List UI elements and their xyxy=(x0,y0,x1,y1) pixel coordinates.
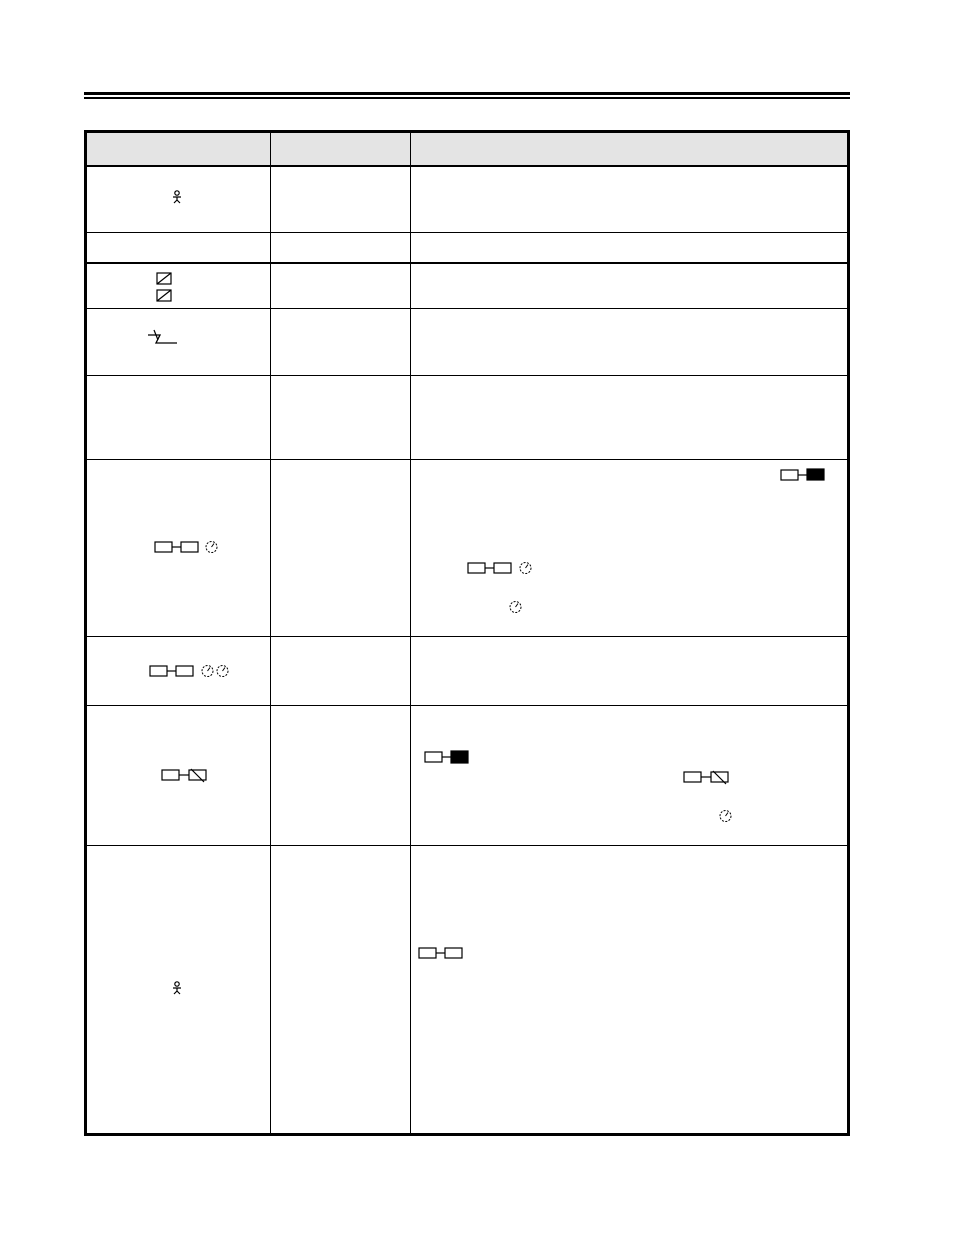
link-pair-icon xyxy=(418,946,464,960)
row-divider xyxy=(87,636,847,637)
no-entry-icon xyxy=(156,272,172,285)
link-pair-icon xyxy=(467,561,513,575)
clock-icon xyxy=(204,540,219,554)
clock-icon xyxy=(518,561,533,575)
row-divider xyxy=(87,845,847,846)
clock-icon xyxy=(215,664,230,678)
link-active-icon xyxy=(424,750,470,765)
row-divider xyxy=(87,262,847,264)
link-active-icon xyxy=(780,468,826,482)
link-blocked-icon xyxy=(161,768,209,783)
row-divider xyxy=(87,308,847,309)
clock-icon xyxy=(718,809,733,823)
clock-icon xyxy=(200,664,215,678)
table-header-row xyxy=(87,133,847,167)
reference-table xyxy=(84,130,850,1136)
row-divider xyxy=(87,375,847,376)
header-rule-thick xyxy=(84,92,850,95)
link-pair-icon xyxy=(154,540,200,554)
link-blocked-icon xyxy=(683,770,731,785)
header-rule-thin xyxy=(84,97,850,99)
person-icon xyxy=(172,981,182,995)
column-divider xyxy=(410,133,411,1133)
row-divider xyxy=(87,459,847,460)
crossed-arrow-icon xyxy=(148,328,180,345)
clock-icon xyxy=(508,600,523,614)
column-divider xyxy=(270,133,271,1133)
no-entry-icon xyxy=(156,289,172,302)
link-pair-icon xyxy=(149,664,195,678)
row-divider xyxy=(87,232,847,233)
row-divider xyxy=(87,705,847,706)
person-icon xyxy=(172,190,182,204)
